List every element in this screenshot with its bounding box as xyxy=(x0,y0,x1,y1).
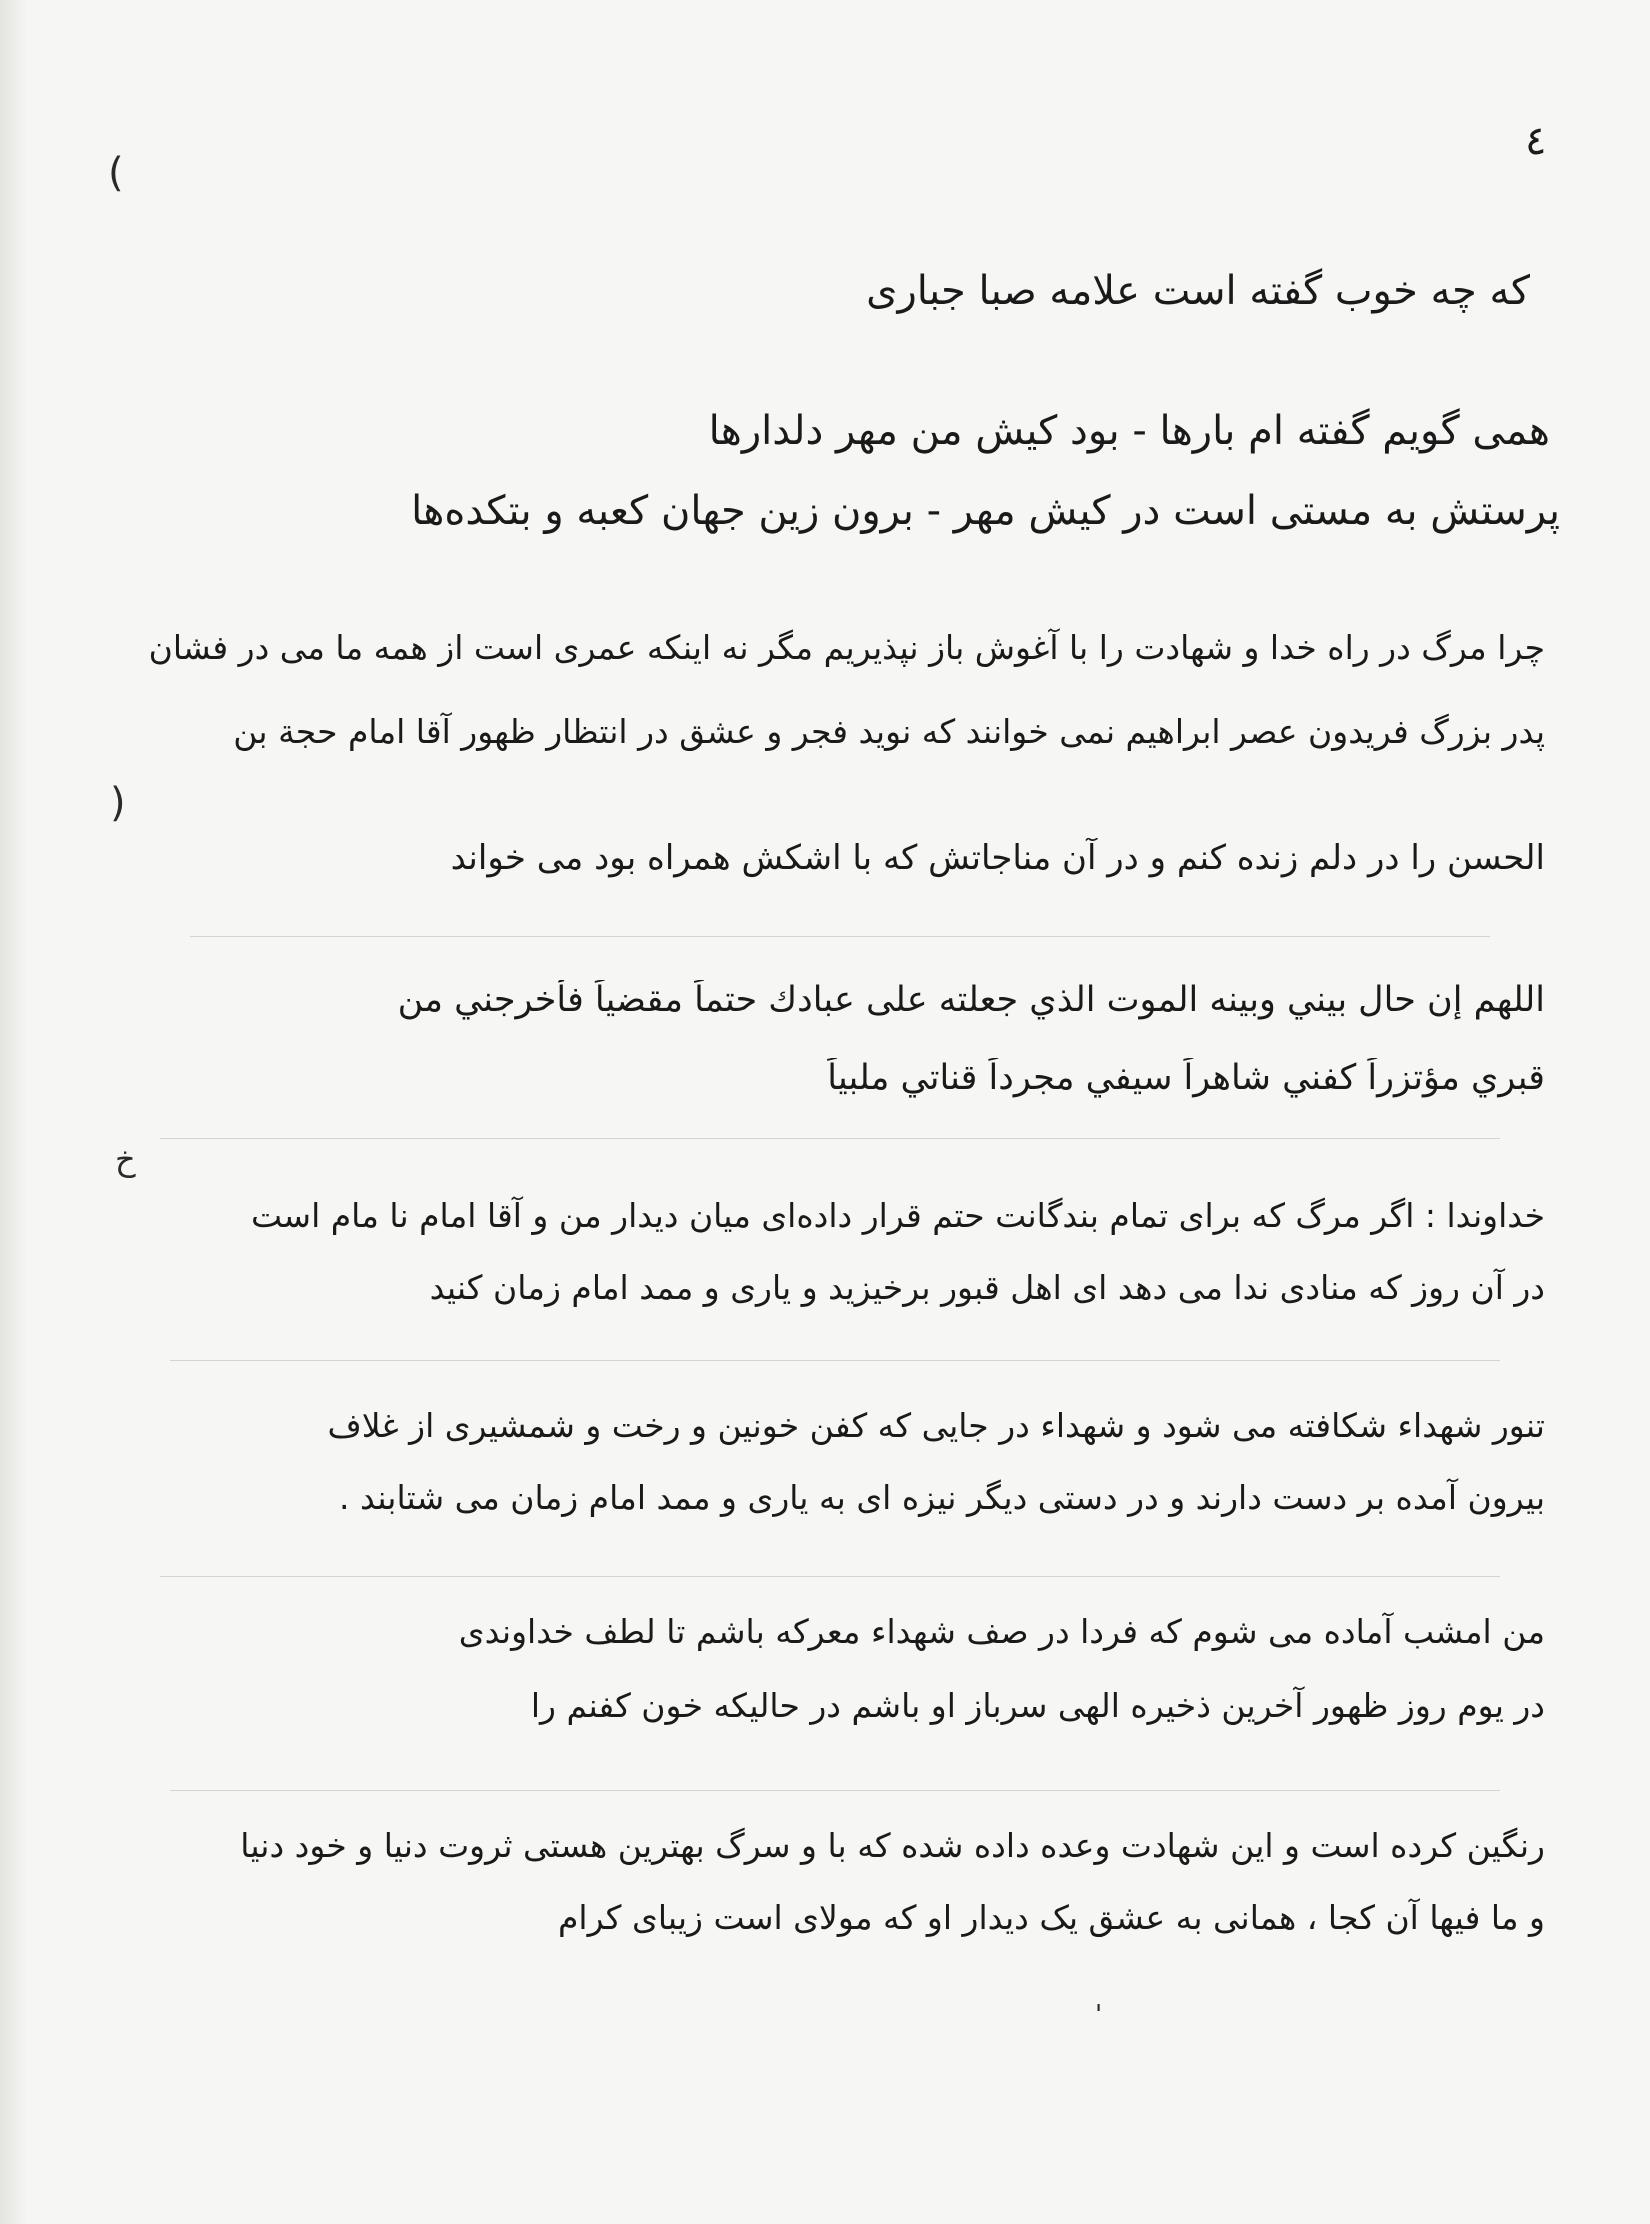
paragraph-1-line-2: پدر بزرگ فریدون عصر ابراهیم نمی خوانند که نوید فجر و عشق در انتظار ظهور آقا امام حجة بن xyxy=(233,712,1545,751)
margin-note: خ xyxy=(115,1140,136,1178)
bleed-rule xyxy=(190,936,1490,937)
paragraph-5-line-2: و ما فیها آن کجا ، همانی به عشق یک دیدار او که مولای است زیبای کرام xyxy=(558,1898,1545,1937)
paragraph-1-line-3: الحسن را در دلم زنده کنم و در آن مناجاتش که با اشکش همراه بود می خواند xyxy=(450,838,1545,878)
paragraph-4-line-2: در یوم روز ظهور آخرین ذخیره الهی سرباز او باشم در حالیکه خون کفنم را xyxy=(530,1686,1545,1725)
bleed-rule xyxy=(160,1138,1500,1139)
scan-edge-shadow xyxy=(0,0,28,2224)
prayer-line-2: قبري مؤتزراً كفني شاهراً سيفي مجرداً قناتي ملبياً xyxy=(827,1058,1545,1098)
page-number: ٤ xyxy=(1525,118,1547,164)
intro-line: که چه خوب گفته است علامه صبا جباری xyxy=(866,268,1530,314)
bleed-rule xyxy=(160,1576,1500,1577)
paragraph-5-line-1: رنگین کرده است و این شهادت وعده داده شده که با و سرگ بهترین هستی ثروت دنیا و خود دنیا xyxy=(240,1826,1545,1865)
bleed-rule xyxy=(170,1360,1500,1361)
bottom-dot: ' xyxy=(1095,2000,1103,2030)
poem-verse-2: پرستش به مستی است در کیش مهر - برون زین جهان کعبه و بتکده‌ها xyxy=(411,488,1560,534)
paragraph-3-line-1: تنور شهداء شکافته می شود و شهداء در جایی که کفن خونین و رخت و شمشیری از غلاف xyxy=(327,1406,1545,1445)
paragraph-1-line-1: چرا مرگ در راه خدا و شهادت را با آغوش باز نپذیریم مگر نه اینکه عمری است از همه ما می در فشان xyxy=(148,628,1545,667)
paragraph-4-line-1: من امشب آماده می شوم که فردا در صف شهداء معرکه باشم تا لطف خداوندی xyxy=(458,1612,1545,1651)
margin-mark-mid-left: ) xyxy=(110,780,126,826)
margin-mark-top-left: ( xyxy=(108,150,124,196)
poem-verse-1: همی گویم گفته ام بارها - بود کیش من مهر دلدارها xyxy=(708,408,1550,454)
paragraph-3-line-2: بیرون آمده بر دست دارند و در دستی دیگر نیزه ای به یاری و ممد امام زمان می شتابند . xyxy=(339,1478,1545,1517)
bleed-rule xyxy=(170,1790,1500,1791)
paragraph-2-line-1: خداوندا : اگر مرگ که برای تمام بندگانت حتم قرار داده‌ای میان دیدار من و آقا امام نا مام است xyxy=(251,1196,1545,1235)
prayer-line-1: اللهم إن حال بيني وبينه الموت الذي جعلته على عبادك حتماً مقضياً فأخرجني من xyxy=(397,980,1545,1020)
paragraph-2-line-2: در آن روز که منادی ندا می دهد ای اهل قبور برخیزید و یاری و ممد امام زمان کنید xyxy=(429,1268,1545,1307)
